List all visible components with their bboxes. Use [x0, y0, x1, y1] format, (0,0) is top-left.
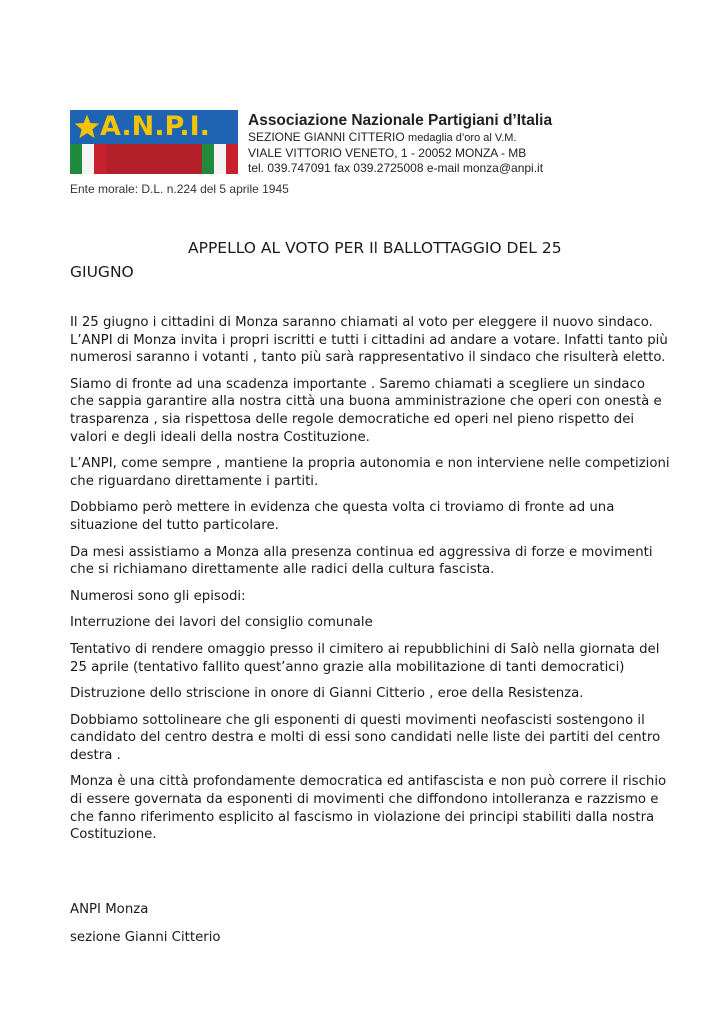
- paragraph: Numerosi sono gli episodi:: [70, 588, 246, 604]
- letterhead: [70, 110, 590, 200]
- section-line: [248, 130, 588, 146]
- org-info: [248, 112, 588, 176]
- org-name: Associazione Nazionale Partigiani d’Italia: [248, 112, 553, 129]
- section-medal: medaglia d’oro al V.M.: [408, 132, 517, 144]
- paragraph: Monza è una città profondamente democratica ed antifascista e non può correre il rischio di essere governata da esponenti di movimenti che diffondono intolleranza e razzismo e che fanno riferimento esplicito al fascismo in violazione dei principi stabiliti dalla nostra Costituzione.: [70, 774, 667, 843]
- signature-org: ANPI Monza: [70, 902, 149, 917]
- paragraph: Dobbiamo sottolineare che gli esponenti di questi movimenti neofascisti sostengono il candidato del centro destra e molti di essi sono candidati nelle liste dei partiti del centro destra .: [70, 712, 661, 763]
- paragraph: Siamo di fronte ad una scadenza importante . Saremo chiamati a scegliere un sindaco che sappia garantire alla nostra città una buona amministrazione che operi con onestà e trasparenza , sia rispettosa delle regole democratiche ed operi nel pieno rispetto dei valori e degli ideali della nostra Costituzione.: [70, 376, 662, 445]
- paragraph: Da mesi assistiamo a Monza alla presenza continua ed aggressiva di forze e movimenti che si richiamano direttamente alle radici della cultura fascista.: [70, 544, 653, 578]
- letter-body: [70, 314, 670, 853]
- paragraph: Interruzione dei lavori del consiglio comunale: [70, 615, 373, 631]
- address: VIALE VITTORIO VENETO, 1 - 20052 MONZA - MB: [248, 146, 527, 160]
- paragraph: Distruzione dello striscione in onore di Gianni Citterio , eroe della Resistenza.: [70, 686, 584, 702]
- anpi-logo: [70, 110, 238, 174]
- logo-text: A.N.P.I.: [100, 111, 210, 142]
- flag-stripe: [70, 144, 238, 174]
- contacts: tel. 039.747091 fax 039.2725008 e-mail monza@anpi.it: [248, 161, 544, 175]
- section-name: SEZIONE GIANNI CITTERIO: [248, 130, 405, 144]
- star-icon: [73, 113, 101, 141]
- paragraph: L’ANPI, come sempre , mantiene la propria autonomia e non interviene nelle competizioni che riguardano direttamente i partiti.: [70, 456, 670, 489]
- signature-section: sezione Gianni Citterio: [70, 930, 221, 945]
- paragraph: Dobbiamo però mettere in evidenza che questa volta ci troviamo di fronte ad una situazione del tutto particolare.: [70, 500, 615, 533]
- paragraph: Tentativo di rendere omaggio presso il cimitero ai repubblichini di Salò nella giornata del 25 aprile (tentativo fallito quest’anno grazie alla mobilitazione di tanti democratici): [70, 641, 660, 675]
- page-title: APPELLO AL VOTO PER Il BALLOTTAGGIO DEL 25 GIUGNO: [70, 239, 562, 281]
- paragraph: Il 25 giugno i cittadini di Monza saranno chiamati al voto per eleggere il nuovo sindaco. L’ANPI di Monza invita i propri iscritti e tutti i cittadini ad andare a votare. Infatti tanto più numerosi saranno i votanti , tanto più sarà rappresentativo il sindaco che risulterà eletto.: [70, 315, 668, 366]
- ente-morale: Ente morale: D.L. n.224 del 5 aprile 1945: [70, 182, 289, 196]
